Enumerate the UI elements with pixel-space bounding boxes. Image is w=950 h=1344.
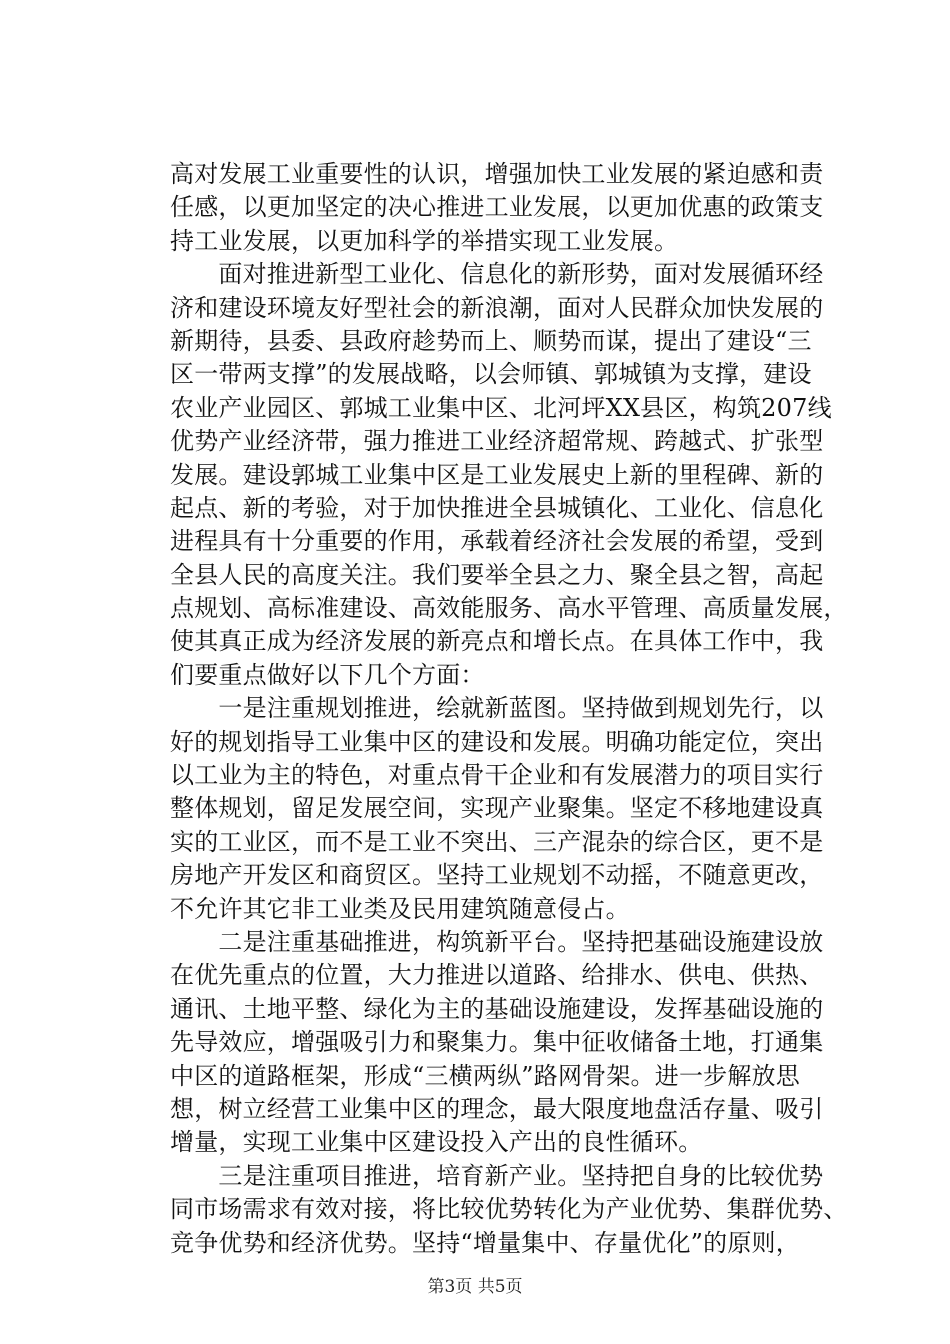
text-line: 区一带两支撑”的发展战略，以会师镇、郭城镇为支撑，建设 [170,360,812,389]
text-line: 新期待，县委、县政府趁势而上、顺势而谋，提出了建设“三 [170,326,812,355]
text-line: 高对发展工业重要性的认识，增强加快工业发展的紧迫感和责 [170,160,824,188]
text-line: 们要重点做好以下几个方面： [170,660,485,689]
text-line: 任感，以更加坚定的决心推进工业发展，以更加优惠的政策支 [170,193,824,222]
page-footer [0,1272,950,1297]
text-line: 通讯、土地平整、绿化为主的基础设施建设，发挥基础设施的 [170,994,824,1023]
text-line: 好的规划指导工业集中区的建设和发展。明确功能定位，突出 [170,727,824,756]
text-line: 济和建设环境友好型社会的新浪潮，面对人民群众加快发展的 [170,293,824,322]
text-line: 竞争优势和经济优势。坚持“增量集中、存量优化”的原则， [170,1228,800,1257]
text-line: 实的工业区，而不是工业不突出、三产混杂的综合区，更不是 [170,827,824,856]
text-line: 同市场需求有效对接，将比较优势转化为产业优势、集群优势、 [170,1195,848,1224]
text-line: 面对推进新型工业化、信息化的新形势，面对发展循环经 [170,260,824,289]
body-text [170,158,850,1260]
text-line: 先导效应，增强吸引力和聚集力。集中征收储备土地，打通集 [170,1028,824,1057]
text-line: 中区的道路框架，形成“三横两纵”路网骨架。进一步解放思 [170,1061,800,1090]
text-line: 农业产业园区、郭城工业集中区、北河坪XX县区，构筑207线 [170,393,832,422]
text-line: 持工业发展，以更加科学的举措实现工业发展。 [170,226,679,255]
text-line: 二是注重基础推进，构筑新平台。坚持把基础设施建设放 [170,927,824,956]
text-line: 房地产开发区和商贸区。坚持工业规划不动摇，不随意更改， [170,861,824,890]
text-line: 增量，实现工业集中区建设投入产出的良性循环。 [170,1128,703,1157]
text-line: 不允许其它非工业类及民用建筑随意侵占。 [170,894,630,923]
text-line: 进程具有十分重要的作用，承载着经济社会发展的希望，受到 [170,527,824,556]
text-line: 想，树立经营工业集中区的理念，最大限度地盘活存量、吸引 [170,1094,824,1123]
text-line: 在优先重点的位置，大力推进以道路、给排水、供电、供热、 [170,961,824,990]
text-line: 优势产业经济带，强力推进工业经济超常规、跨越式、扩张型 [170,427,824,456]
text-line: 点规划、高标准建设、高效能服务、高水平管理、高质量发展， [170,594,848,623]
text-line: 整体规划，留足发展空间，实现产业聚集。坚定不移地建设真 [170,794,824,823]
text-line: 全县人民的高度关注。我们要举全县之力、聚全县之智，高起 [170,560,824,589]
text-line: 三是注重项目推进，培育新产业。坚持把自身的比较优势 [170,1161,824,1190]
page-number: 第3页 共5页 [427,1277,523,1297]
text-line: 发展。建设郭城工业集中区是工业发展史上新的里程碑、新的 [170,460,824,489]
text-line: 一是注重规划推进，绘就新蓝图。坚持做到规划先行，以 [170,694,824,723]
text-line: 使其真正成为经济发展的新亮点和增长点。在具体工作中，我 [170,627,824,656]
text-line: 以工业为主的特色，对重点骨干企业和有发展潜力的项目实行 [170,761,824,790]
text-line: 起点、新的考验，对于加快推进全县城镇化、工业化、信息化 [170,493,824,522]
